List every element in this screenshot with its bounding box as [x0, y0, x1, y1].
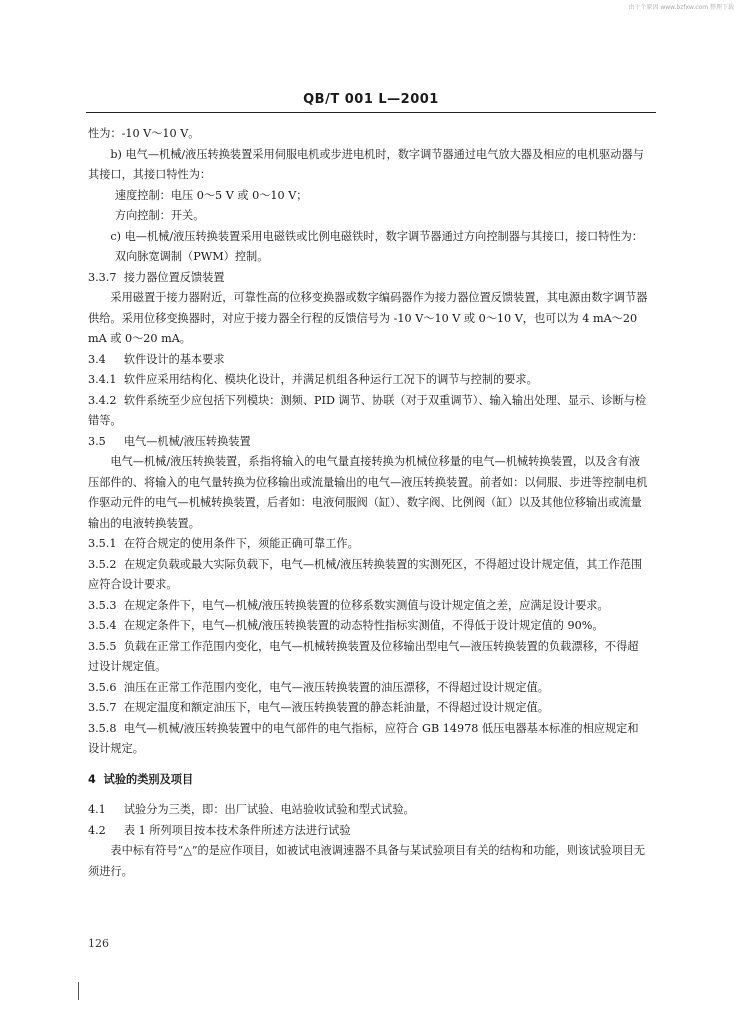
clause-paragraph — [88, 370, 648, 391]
clause-number: 3.5.3 — [88, 598, 117, 612]
clause-paragraph — [88, 719, 648, 760]
clause-number: 3.3.7 — [88, 270, 117, 284]
standard-code-header: QB/T 001 L—2001 — [303, 92, 439, 107]
body-paragraph — [88, 206, 648, 227]
clause-paragraph — [88, 800, 648, 821]
clause-paragraph — [88, 268, 648, 289]
clause-number: 4.2 — [88, 823, 106, 837]
clause-number: 3.5.7 — [88, 701, 117, 714]
paragraph-text: 在规定负载或最大实际负载下，电气—机械/液压转换装置的实测死区，不得超过设计规定值，其工作范围应符合设计要求。 — [88, 557, 643, 591]
document-body — [88, 124, 648, 882]
paragraph-text: 在符合规定的使用条件下，须能正确可靠工作。 — [123, 537, 359, 550]
paragraph-text: 双向脉宽调制（PWM）控制。 — [114, 250, 269, 263]
paragraph-gap — [88, 760, 648, 770]
paragraph-text: c) 电—机械/液压转换装置采用电磁铁或比例电磁铁时，数字调节器通过方向控制器与其接口，接口特性为： — [110, 229, 643, 243]
body-paragraph — [88, 288, 648, 350]
header-rule — [86, 112, 656, 113]
paragraph-text: 采用磁置于接力器附近，可靠性高的位移变换器或数字编码器作为接力器位置反馈装置，其电源由数字调节器供给。采用位移变换器时，对应于接力器全行程的反馈信号为 -10 V～10 V 或 0～10 V，也可以为 4 mA～20 mA 或 0～20 mA。 — [88, 291, 648, 345]
clause-number: 3.5.2 — [88, 557, 117, 571]
clause-paragraph — [88, 678, 648, 699]
clause-number: 3.5.1 — [88, 537, 117, 550]
section-heading — [88, 770, 648, 791]
watermark: 由于个原因 www.bzfxw.com 整理下载 — [628, 4, 734, 11]
paragraph-text: 油压在正常工作范围内变化，电气—液压转换装置的油压漂移，不得超过设计规定值。 — [123, 680, 549, 694]
paragraph-text: 试验的类别及项目 — [103, 772, 194, 786]
clause-number: 3.5.4 — [88, 619, 117, 632]
body-paragraph — [88, 124, 648, 145]
clause-paragraph — [88, 596, 648, 617]
clause-number: 3.4.2 — [88, 393, 117, 407]
paragraph-text: 电气—机械/液压转换装置 — [123, 434, 251, 448]
paragraph-text: 在规定条件下，电气—机械/液压转换装置的动态特性指标实测值，不得低于设计规定值的 90%。 — [123, 619, 604, 632]
paragraph-text: 软件系统至少应包括下列模块：测频、PID 调节、协联（对于双重调节）、输入输出处理、显示、诊断与检错等。 — [88, 393, 647, 427]
clause-number: 4.1 — [88, 803, 106, 816]
clause-paragraph — [88, 534, 648, 555]
body-paragraph — [88, 247, 648, 268]
paragraph-text: b) 电气—机械/液压转换装置采用伺服电机或步进电机时，数字调节器通过电气放大器及相应的电机驱动器与其接口，其接口特性为： — [88, 147, 644, 181]
body-paragraph — [88, 186, 648, 207]
paragraph-text: 软件设计的基本要求 — [123, 352, 225, 366]
page-number: 126 — [88, 937, 109, 950]
paragraph-text: 在规定条件下，电气—机械/液压转换装置的位移系数实测值与设计规定值之差，应满足设计要求。 — [123, 598, 609, 612]
margin-mark — [78, 982, 79, 1000]
paragraph-text: 性为：-10 V～10 V。 — [88, 127, 200, 140]
clause-paragraph — [88, 821, 648, 842]
clause-paragraph — [88, 698, 648, 719]
body-paragraph — [88, 227, 648, 248]
clause-paragraph — [88, 637, 648, 678]
paragraph-text: 试验分为三类，即：出厂试验、电站验收试验和型式试验。 — [123, 803, 415, 816]
paragraph-text: 方向控制：开关。 — [114, 209, 205, 222]
paragraph-text: 负载在正常工作范围内变化，电气—机械转换装置及位移输出型电气—液压转换装置的负载漂移，不得超过设计规定值。 — [88, 639, 639, 673]
clause-number: 3.5 — [88, 434, 106, 448]
clause-paragraph — [88, 432, 648, 453]
paragraph-text: 电气—机械/液压转换装置中的电气部件的电气指标，应符合 GB 14978 低压电器基本标准的相应规定和设计规定。 — [88, 721, 639, 755]
clause-number: 3.5.5 — [88, 639, 117, 653]
paragraph-text: 软件应采用结构化、模块化设计，并满足机组各种运行工况下的调节与控制的要求。 — [123, 373, 538, 386]
paragraph-text: 在规定温度和额定油压下，电气—液压转换装置的静态耗油量，不得超过设计规定值。 — [123, 701, 549, 714]
body-paragraph — [88, 841, 648, 882]
paragraph-text: 电气—机械/液压转换装置，系指将输入的电气量直接转换为机械位移量的电气—机械转换装置，以及含有液压部件的、将输入的电气量转换为位移输出或流量输出的电气—液压转换装置。前者如：以伺服、步进等控制电机作驱动元件的电气—机械转换装置，后者如：电液伺服阀（缸）、数字阀、比例阀（缸）以及其他位移输出或流量输出的电液转换装置。 — [88, 455, 648, 530]
paragraph-gap — [88, 790, 648, 800]
clause-paragraph — [88, 350, 648, 371]
clause-number: 4 — [88, 772, 96, 786]
clause-number: 3.4 — [88, 352, 106, 366]
clause-number: 3.4.1 — [88, 373, 117, 386]
paragraph-text: 表 1 所列项目按本技术条件所述方法进行试验 — [123, 823, 351, 837]
clause-paragraph — [88, 391, 648, 432]
clause-number: 3.5.8 — [88, 721, 117, 735]
body-paragraph — [88, 145, 648, 186]
paragraph-text: 接力器位置反馈装置 — [123, 270, 225, 284]
clause-paragraph — [88, 555, 648, 596]
body-paragraph — [88, 452, 648, 534]
paragraph-text: 速度控制：电压 0～5 V 或 0～10 V； — [114, 188, 308, 202]
clause-paragraph — [88, 616, 648, 637]
paragraph-text: 表中标有符号“△”的是应作项目，如被试电液调速器不具备与某试验项目有关的结构和功能，则该试验项目无须进行。 — [88, 844, 646, 878]
clause-number: 3.5.6 — [88, 680, 117, 694]
